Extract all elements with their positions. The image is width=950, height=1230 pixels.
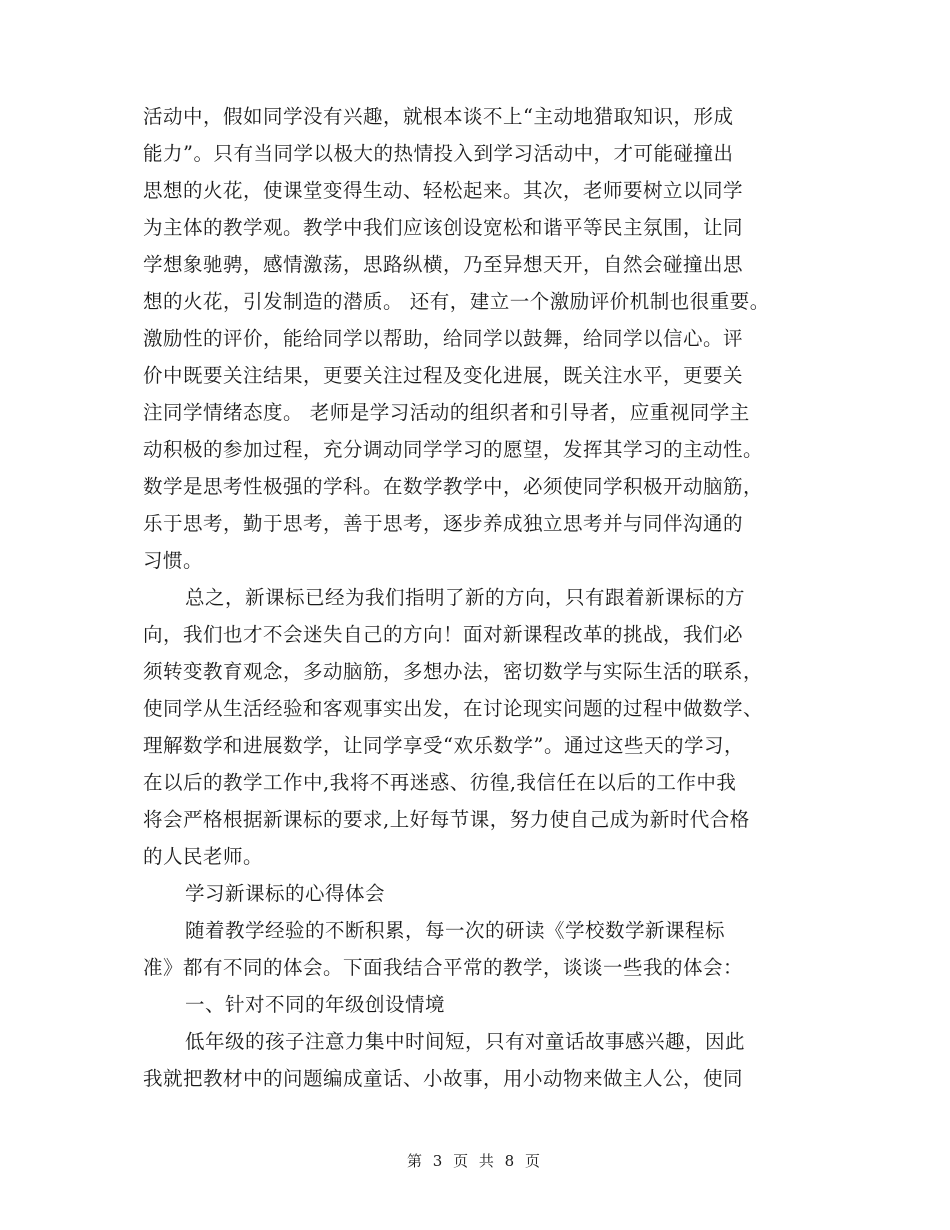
- text-line: 须转变教育观念，多动脑筋，多想办法，密切数学与实际生活的联系，: [143, 660, 764, 683]
- page-footer: 第 3 页 共 8 页: [407, 1152, 543, 1170]
- text-line: 的人民老师。: [143, 845, 264, 868]
- text-line: 习惯。: [143, 549, 204, 572]
- text-line: 能力”。只有当同学以极大的热情投入到学习活动中，才可能碰撞出: [143, 142, 734, 165]
- text-line: 在以后的教学工作中,我将不再迷惑、彷徨,我信任在以后的工作中我: [143, 771, 737, 794]
- document-body: [143, 98, 823, 1097]
- text-line: 理解数学和进展数学，让同学享受“欢乐数学”。通过这些天的学习，: [143, 734, 744, 757]
- text-line: 使同学从生活经验和客观事实出发，在讨论现实问题的过程中做数学、: [143, 697, 764, 720]
- text-line: 活动中，假如同学没有兴趣，就根本谈不上“主动地猎取知识，形成: [143, 105, 734, 128]
- text-line: 随着教学经验的不断积累，每一次的研读《学校数学新课程标: [185, 919, 726, 942]
- text-line: 数学是思考性极强的学科。在数学教学中，必须使同学积极开动脑筋，: [143, 475, 764, 498]
- text-line: 总之，新课标已经为我们指明了新的方向，只有跟着新课标的方: [185, 586, 746, 609]
- text-line: 想的火花，引发制造的潜质。 还有，建立一个激励评价机制也很重要。: [143, 290, 770, 313]
- text-line: 注同学情绪态度。 老师是学习活动的组织者和引导者，应重视同学主: [143, 401, 750, 424]
- text-line: 学习新课标的心得体会: [185, 882, 386, 905]
- text-line: 学想象驰骋，感情激荡，思路纵横，乃至异想天开，自然会碰撞出思: [143, 253, 744, 276]
- text-line: 准》都有不同的体会。下面我结合平常的教学，谈谈一些我的体会：: [143, 956, 744, 979]
- text-line: 乐于思考，勤于思考，善于思考，逐步养成独立思考并与同伴沟通的: [143, 512, 744, 535]
- text-line: 一、针对不同的年级创设情境: [185, 993, 446, 1016]
- text-line: 低年级的孩子注意力集中时间短，只有对童话故事感兴趣，因此: [185, 1030, 746, 1053]
- text-line: 价中既要关注结果，更要关注过程及变化进展，既关注水平，更要关: [143, 364, 744, 387]
- text-line: 思想的火花，使课堂变得生动、轻松起来。其次，老师要树立以同学: [143, 179, 744, 202]
- text-line: 我就把教材中的问题编成童话、小故事，用小动物来做主人公，使同: [143, 1067, 744, 1090]
- text-line: 激励性的评价，能给同学以帮助，给同学以鼓舞，给同学以信心。评: [143, 327, 744, 350]
- text-line: 为主体的教学观。教学中我们应该创设宽松和谐平等民主氛围，让同: [143, 216, 744, 239]
- text-line: 向，我们也才不会迷失自己的方向！面对新课程改革的挑战，我们必: [143, 623, 744, 646]
- text-line: 动积极的参加过程，充分调动同学学习的愿望，发挥其学习的主动性。: [143, 438, 764, 461]
- text-line: 将会严格根据新课标的要求,上好每节课，努力使自己成为新时代合格: [143, 808, 750, 831]
